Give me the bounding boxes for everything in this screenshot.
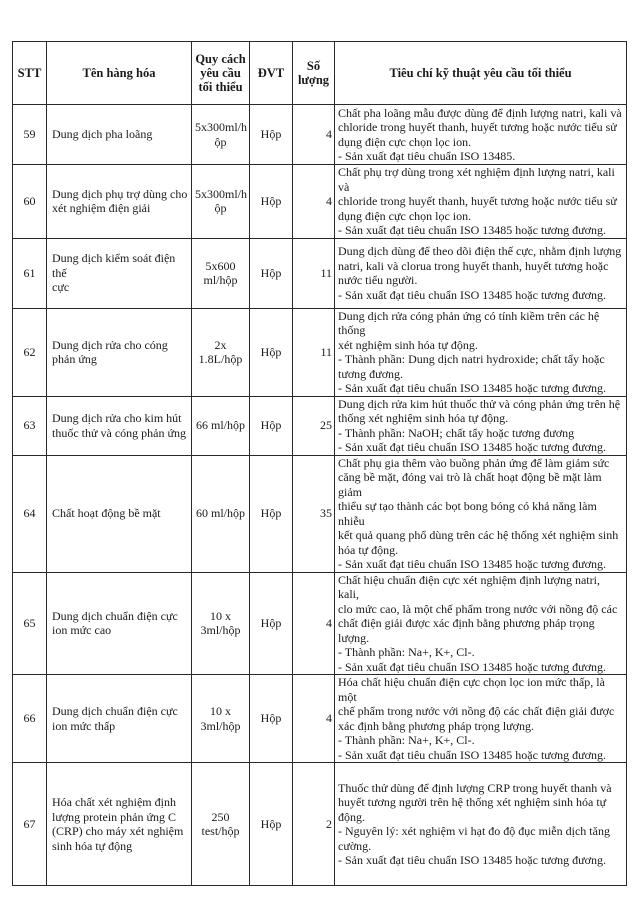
cell-quantity: 4 — [293, 572, 335, 675]
criteria-line: Dung dịch rửa cóng phản ứng có tính kiềm trên các hệ thống — [338, 308, 600, 337]
criteria-line: xét nghiệm sinh hóa tự động. — [338, 337, 478, 352]
specification-line: 3ml/hộp — [200, 718, 241, 733]
criteria-line: nước tiểu người. — [338, 273, 418, 287]
criteria-line: Dung dịch rửa kim hút thuốc thử và cóng phản ứng trên hệ — [338, 396, 621, 411]
cell-stt: 60 — [13, 165, 47, 239]
criteria-line: - Thành phần: Dung dịch natri hydroxide; chất tẩy hoặc — [338, 352, 605, 366]
criteria-line: - Thành phần: Na+, K+, Cl-. — [338, 733, 475, 747]
cell-criteria — [335, 396, 627, 455]
table-row — [13, 675, 627, 763]
cell-stt: 67 — [13, 763, 47, 886]
cell-stt: 61 — [13, 238, 47, 308]
table-row — [13, 308, 627, 396]
table-row — [13, 165, 627, 239]
header-criteria: Tiêu chí kỹ thuật yêu cầu tối thiểu — [335, 42, 627, 105]
criteria-line: dụng điện cực chọn lọc ion. — [338, 134, 472, 149]
specification-table — [12, 41, 627, 886]
criteria-line: Hóa chất hiệu chuẩn điện cực chọn lọc ion mức thấp, là một — [338, 675, 605, 704]
cell-item-name — [47, 572, 192, 675]
header-unit: ĐVT — [250, 42, 293, 105]
item-name-line: thuốc thử và cóng phản ứng — [52, 425, 186, 440]
criteria-line: Thuốc thử dùng để định lượng CRP trong huyết thanh và — [338, 780, 612, 795]
cell-quantity: 4 — [293, 675, 335, 763]
specification-line: 10 x — [210, 704, 231, 718]
criteria-line: kết quả quang phổ dùng trên các hệ thống xét nghiệm sinh — [338, 528, 619, 542]
header-quantity — [293, 42, 335, 105]
specification-line: ộp — [214, 201, 227, 216]
cell-specification — [192, 238, 250, 308]
specification-line: test/hộp — [201, 824, 240, 838]
cell-quantity: 2 — [293, 763, 335, 886]
table-body — [13, 105, 627, 886]
cell-quantity: 11 — [293, 308, 335, 396]
specification-line: ộp — [214, 134, 227, 149]
table-row — [13, 396, 627, 455]
item-name-line: lượng protein phản ứng C — [52, 809, 177, 824]
cell-stt: 63 — [13, 396, 47, 455]
criteria-line: chloride trong huyết thanh, huyết tương hoặc nước tiểu sử — [338, 120, 617, 134]
criteria-line: - Sản xuất đạt tiêu chuẩn ISO 13485 hoặc tương đương. — [338, 440, 606, 454]
criteria-line: Chất phụ trợ dùng trong xét nghiệm định lượng natri, kali và — [338, 165, 615, 194]
cell-criteria — [335, 763, 627, 886]
item-name-line: phản ứng — [52, 352, 97, 366]
item-name-line: ion mức cao — [52, 623, 112, 638]
cell-unit: Hộp — [250, 105, 293, 165]
header-spec-line: tối thiểu — [198, 80, 243, 94]
item-name-line: Chất hoạt động bề mặt — [52, 506, 161, 521]
header-qty-line: Số — [306, 59, 321, 73]
cell-specification — [192, 455, 250, 572]
table-row — [13, 572, 627, 675]
cell-criteria — [335, 675, 627, 763]
specification-line: ml/hộp — [203, 273, 238, 287]
criteria-line: Chất hiệu chuẩn điện cực xét nghiệm định lượng natri, kali, — [338, 572, 600, 601]
cell-criteria — [335, 165, 627, 239]
table-row — [13, 238, 627, 308]
cell-criteria — [335, 238, 627, 308]
criteria-line: Chất phụ gia thêm vào buồng phản ứng để làm giảm sức — [338, 455, 610, 470]
cell-criteria — [335, 572, 627, 675]
criteria-line: natri, kali và clorua trong huyết thanh, huyết tương hoặc — [338, 258, 609, 273]
header-row — [13, 42, 627, 105]
cell-unit: Hộp — [250, 238, 293, 308]
cell-specification — [192, 308, 250, 396]
item-name-line: cực — [52, 280, 70, 295]
criteria-line: căng bề mặt, đóng vai trò là chất hoạt động bề mặt làm giảm — [338, 470, 602, 499]
cell-unit: Hộp — [250, 396, 293, 455]
specification-line: 10 x — [210, 608, 231, 623]
criteria-line: chế phẩm trong nước với nồng độ các chất điện giải được — [338, 704, 615, 718]
cell-item-name — [47, 763, 192, 886]
cell-item-name — [47, 165, 192, 239]
criteria-line: xác định bằng phương pháp trọng lượng. — [338, 718, 535, 733]
criteria-line: hóa tự động. — [338, 542, 399, 557]
criteria-line: thiểu sự tạo thành các bọt bong bóng có khả năng làm nhiễu — [338, 499, 597, 528]
cell-quantity: 11 — [293, 238, 335, 308]
specification-line: 1.8L/hộp — [198, 352, 243, 366]
item-name-line: ion mức thấp — [52, 718, 116, 733]
cell-unit: Hộp — [250, 165, 293, 239]
cell-specification — [192, 105, 250, 165]
specification-line: 250 — [211, 809, 230, 824]
criteria-line: - Sản xuất đạt tiêu chuẩn ISO 13485 hoặc tương đương. — [338, 557, 606, 571]
cell-criteria — [335, 455, 627, 572]
item-name-line: Dung dịch rửa cho kim hút — [52, 411, 182, 425]
cell-specification — [192, 165, 250, 239]
cell-unit: Hộp — [250, 572, 293, 675]
cell-item-name — [47, 455, 192, 572]
cell-specification — [192, 572, 250, 675]
header-spec-line: yêu cầu — [200, 66, 241, 80]
cell-quantity: 4 — [293, 105, 335, 165]
item-name-line: xét nghiệm điện giải — [52, 201, 151, 216]
specification-line: 66 ml/hộp — [195, 418, 245, 433]
specification-line: 3ml/hộp — [200, 623, 241, 638]
criteria-line: clo mức cao, là một chế phẩm trong nước với nồng độ các — [338, 601, 618, 616]
specification-line: 60 ml/hộp — [195, 506, 245, 521]
criteria-line: - Sản xuất đạt tiêu chuẩn ISO 13485. — [338, 149, 516, 163]
cell-stt: 65 — [13, 572, 47, 675]
specification-line: 5x300ml/h — [195, 186, 248, 201]
item-name-line: Dung dịch chuẩn điện cực — [52, 704, 178, 718]
cell-item-name — [47, 238, 192, 308]
cell-criteria — [335, 308, 627, 396]
cell-specification — [192, 396, 250, 455]
header-spec-line: Quy cách — [195, 52, 246, 66]
criteria-line: - Sản xuất đạt tiêu chuẩn ISO 13485 hoặc tương đương. — [338, 381, 606, 395]
cell-stt: 59 — [13, 105, 47, 165]
criteria-line: - Sản xuất đạt tiêu chuẩn ISO 13485 hoặc tương đương. — [338, 659, 606, 674]
cell-unit: Hộp — [250, 308, 293, 396]
criteria-line: chloride trong huyết thanh, huyết tương hoặc nước tiểu sử — [338, 194, 617, 208]
criteria-line: Dung dịch dùng để theo dõi điện thế cực, nhằm định lượng — [338, 244, 622, 258]
table-row — [13, 455, 627, 572]
criteria-line: - Thành phần: Na+, K+, Cl-. — [338, 645, 475, 659]
cell-unit: Hộp — [250, 675, 293, 763]
criteria-line: thống xét nghiệm sinh hóa tự động. — [338, 411, 509, 425]
header-qty-line: lượng — [297, 73, 330, 87]
criteria-line: - Sản xuất đạt tiêu chuẩn ISO 13485 hoặc tương đương. — [338, 747, 606, 762]
cell-quantity: 4 — [293, 165, 335, 239]
specification-line: 5x300ml/h — [195, 120, 248, 134]
criteria-line: - Sản xuất đạt tiêu chuẩn ISO 13485 hoặc tương đương. — [338, 287, 606, 302]
cell-criteria — [335, 105, 627, 165]
cell-specification — [192, 675, 250, 763]
specification-line: 2x — [214, 337, 227, 352]
item-name-line: (CRP) cho máy xét nghiệm — [52, 824, 184, 838]
criteria-line: dụng điện cực chọn lọc ion. — [338, 208, 472, 223]
cell-quantity: 25 — [293, 396, 335, 455]
cell-stt: 66 — [13, 675, 47, 763]
criteria-line: tương đương. — [338, 366, 404, 381]
criteria-line: Chất pha loãng mẫu được dùng để định lượng natri, kali và — [338, 105, 622, 120]
cell-quantity: 35 — [293, 455, 335, 572]
criteria-line: - Sản xuất đạt tiêu chuẩn ISO 13485 hoặc tương đương. — [338, 223, 606, 237]
cell-stt: 62 — [13, 308, 47, 396]
criteria-line: - Nguyên lý: xét nghiệm vi hạt đo độ đục miễn dịch tăng — [338, 824, 610, 838]
criteria-line: chất điện giải được xác định bằng phương pháp trọng lượng. — [338, 616, 595, 645]
item-name-line: Dung dịch chuẩn điện cực — [52, 608, 178, 623]
cell-item-name — [47, 396, 192, 455]
header-specification — [192, 42, 250, 105]
header-stt: STT — [13, 42, 47, 105]
table-row — [13, 105, 627, 165]
cell-item-name — [47, 308, 192, 396]
criteria-line: cường. — [338, 838, 372, 853]
cell-item-name — [47, 675, 192, 763]
item-name-line: Hóa chất xét nghiệm định — [52, 795, 176, 809]
cell-item-name — [47, 105, 192, 165]
item-name-line: Dung dịch kiểm soát điện thế — [52, 251, 176, 280]
cell-unit: Hộp — [250, 455, 293, 572]
cell-stt: 64 — [13, 455, 47, 572]
criteria-line: động. — [338, 809, 365, 824]
criteria-line: - Sản xuất đạt tiêu chuẩn ISO 13485 hoặc tương đương. — [338, 853, 606, 867]
criteria-line: - Thành phần: NaOH; chất tẩy hoặc tương đương — [338, 425, 575, 440]
specification-line: 5x600 — [205, 258, 236, 273]
header-item-name: Tên hàng hóa — [47, 42, 192, 105]
item-name-line: Dung dịch phụ trợ dùng cho — [52, 186, 188, 201]
item-name-line: Dung dịch pha loãng — [52, 127, 153, 142]
cell-unit: Hộp — [250, 763, 293, 886]
criteria-line: huyết tương người trên hệ thống xét nghiệm sinh hóa tự — [338, 795, 607, 809]
item-name-line: sinh hóa tự động — [52, 838, 133, 853]
table-row — [13, 763, 627, 886]
cell-specification — [192, 763, 250, 886]
item-name-line: Dung dịch rửa cho cóng — [52, 337, 168, 352]
